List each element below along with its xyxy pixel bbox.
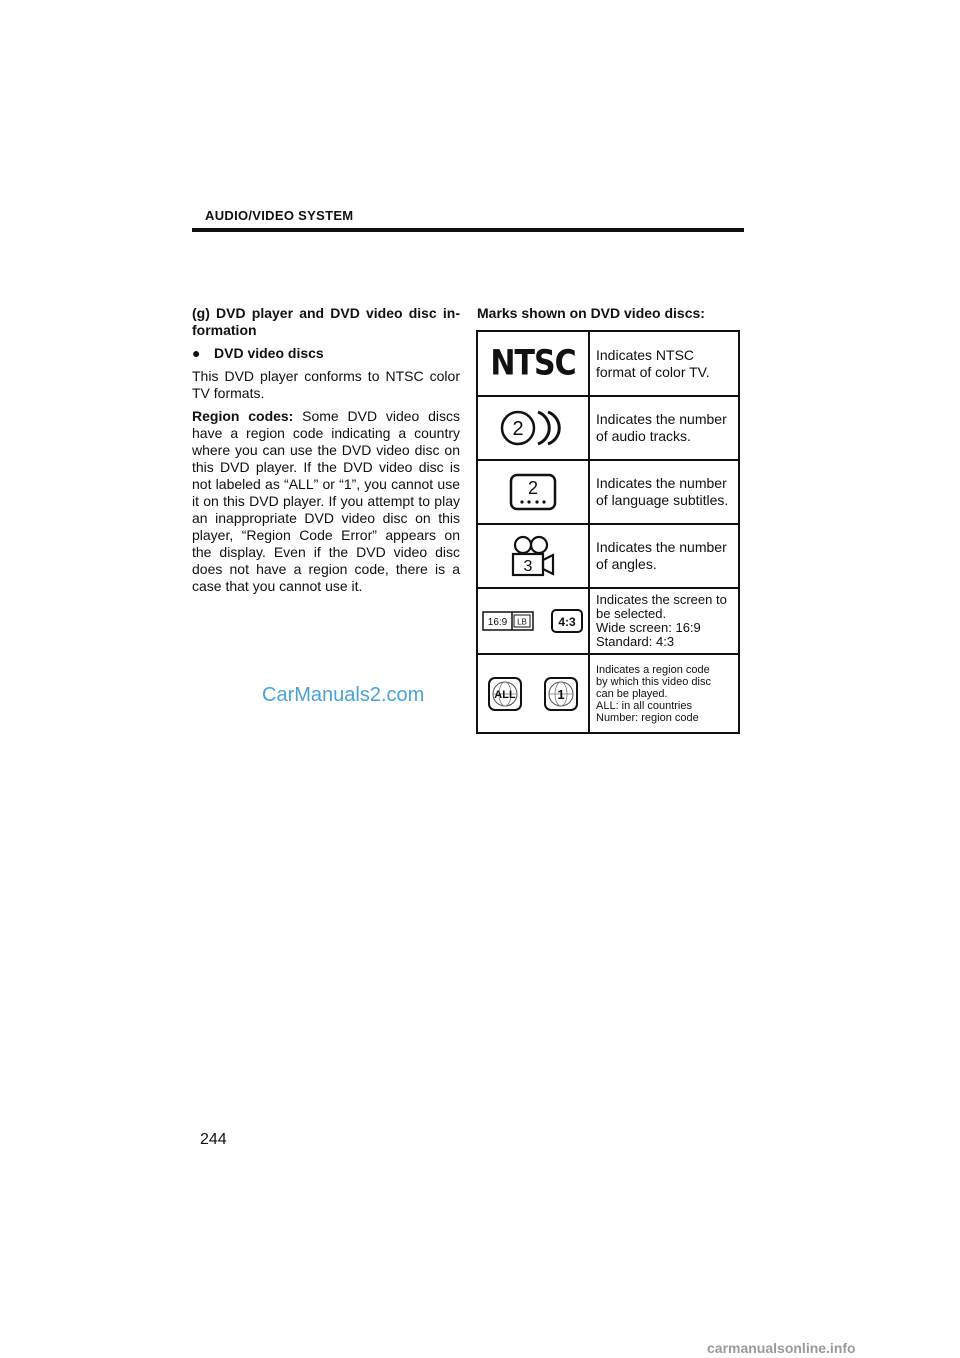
ntsc-logo-text: NTSC bbox=[490, 343, 576, 384]
desc-line: Indicates the number bbox=[596, 411, 727, 427]
angles-number: 3 bbox=[523, 558, 533, 575]
region-globe-icon bbox=[478, 655, 590, 732]
audio-tracks-number: 2 bbox=[512, 418, 524, 440]
mark-row-subtitles bbox=[478, 461, 738, 525]
desc-line: format of color TV. bbox=[596, 363, 710, 380]
letterbox-label: LB bbox=[517, 617, 527, 627]
desc-line: of angles. bbox=[596, 556, 657, 572]
desc-line: be selected. bbox=[596, 606, 667, 621]
subtitles-icon bbox=[478, 461, 590, 523]
mark-description bbox=[590, 332, 738, 395]
desc-line: can be played. bbox=[596, 687, 668, 700]
mark-row-region bbox=[478, 655, 738, 732]
mark-row-screen bbox=[478, 589, 738, 655]
audio-tracks-icon bbox=[478, 397, 590, 459]
mark-description bbox=[590, 461, 738, 523]
desc-line: of audio tracks. bbox=[596, 428, 691, 444]
region-paragraph bbox=[192, 408, 460, 595]
section-title: (g) DVD player and DVD video disc in-formation bbox=[192, 305, 460, 338]
region-label: Region codes: bbox=[192, 408, 294, 424]
desc-line: Indicates the number bbox=[596, 475, 727, 491]
mark-description bbox=[590, 397, 738, 459]
mark-description bbox=[590, 589, 738, 653]
bullet-heading bbox=[192, 345, 460, 362]
marks-table bbox=[476, 330, 740, 734]
bullet-heading-text: DVD video discs bbox=[214, 345, 324, 361]
region-number-label: 1 bbox=[557, 686, 565, 702]
section-header: AUDIO/VIDEO SYSTEM bbox=[205, 208, 354, 223]
marks-title: Marks shown on DVD video discs: bbox=[477, 305, 705, 321]
desc-line: Standard: 4:3 bbox=[596, 634, 675, 649]
desc-line: ALL: in all countries bbox=[596, 699, 692, 712]
mark-description bbox=[590, 525, 738, 587]
desc-line: Wide screen: 16:9 bbox=[596, 620, 701, 635]
desc-line: Indicates the screen to bbox=[596, 592, 727, 607]
mark-row-angles bbox=[478, 525, 738, 589]
bullet-icon: ● bbox=[192, 345, 201, 361]
angles-camera-icon bbox=[478, 525, 590, 587]
watermark-footer[interactable]: carmanualsonline.info bbox=[707, 1340, 856, 1356]
left-column bbox=[192, 305, 460, 601]
desc-line: of language subtitles. bbox=[596, 492, 729, 508]
desc-line: Indicates NTSC bbox=[596, 346, 695, 363]
mark-row-audio bbox=[478, 397, 738, 461]
desc-line: Indicates the number bbox=[596, 539, 727, 555]
subtitles-number: 2 bbox=[527, 478, 539, 498]
page-number: 244 bbox=[200, 1131, 227, 1148]
ntsc-paragraph: This DVD player conforms to NTSC color TV formats. bbox=[192, 368, 460, 401]
desc-line: Indicates a region code bbox=[596, 663, 710, 676]
desc-line: Number: region code bbox=[596, 711, 699, 724]
mark-row-ntsc bbox=[478, 332, 738, 397]
wide-screen-label: 16:9 bbox=[487, 617, 508, 628]
region-all-label: ALL bbox=[494, 688, 516, 701]
watermark-center[interactable]: CarManuals2.com bbox=[262, 684, 425, 706]
standard-screen-label: 4:3 bbox=[558, 615, 576, 629]
mark-description bbox=[590, 655, 738, 732]
desc-line: by which this video disc bbox=[596, 675, 711, 688]
region-text: Some DVD video discs have a region code indicating a country where you can use the DVD video disc on this DVD player. If the DVD video disc is not labeled as “ALL” or “1”, you cannot use it on this DVD player. If you attempt to play an inappropriate DVD video disc on this player, “Region Code Error” appears on the display. Even if the DVD video disc does not have a region code, there is a case that you cannot use it. bbox=[192, 408, 460, 594]
header-rule bbox=[192, 228, 744, 232]
ntsc-logo-icon bbox=[478, 332, 590, 395]
screen-format-icon bbox=[478, 589, 590, 653]
